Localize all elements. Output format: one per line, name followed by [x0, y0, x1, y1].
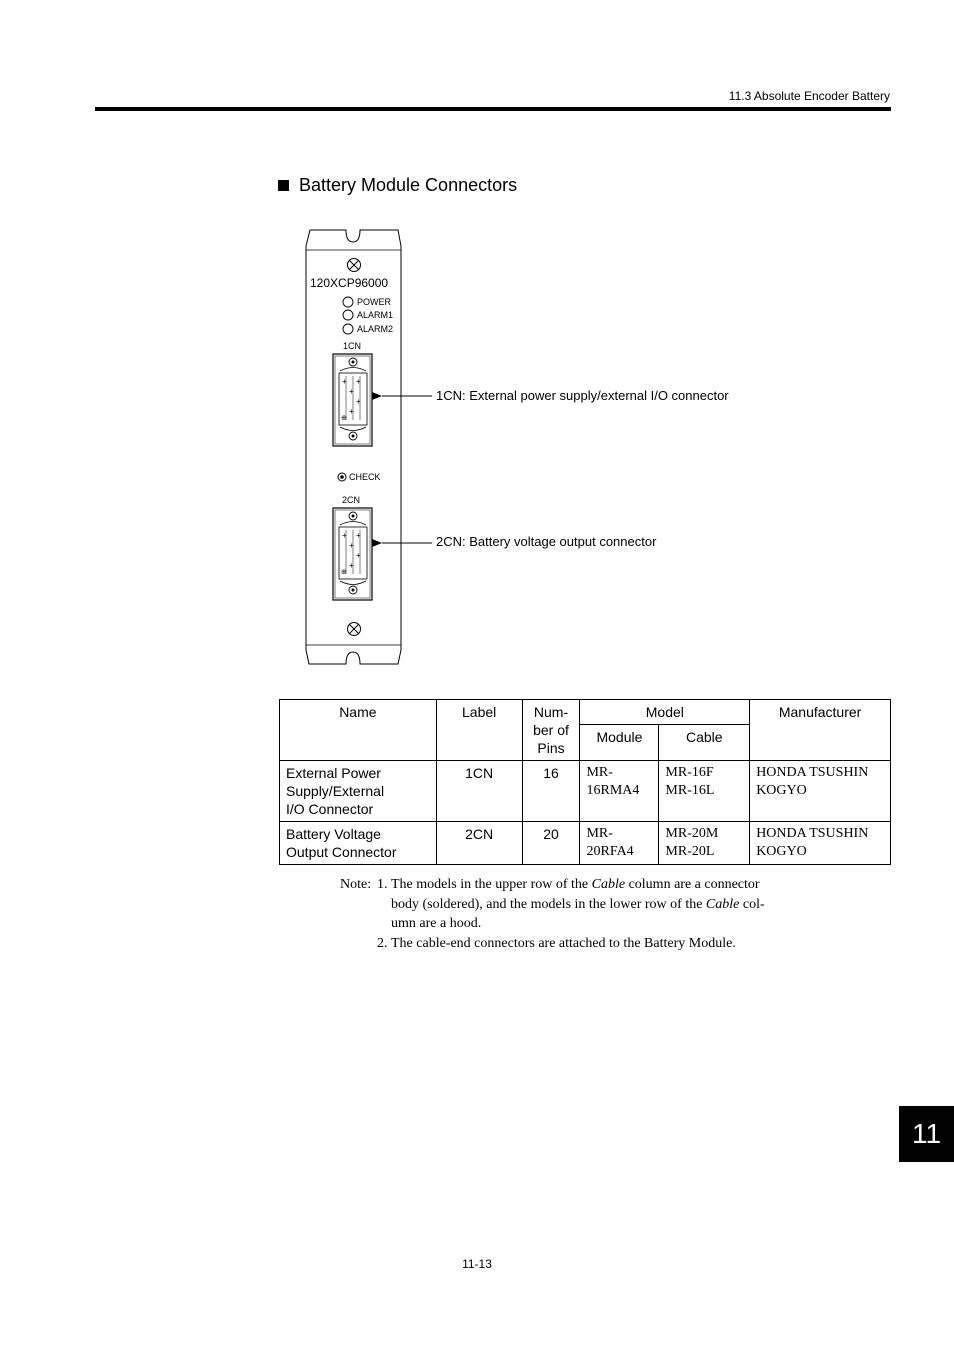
svg-text:⊕: ⊕: [341, 415, 347, 422]
svg-text:+: +: [356, 377, 361, 386]
power-led-icon: [343, 297, 353, 307]
cell-cable: MR-16F MR-16L: [659, 761, 750, 822]
check-label: CHECK: [349, 472, 381, 482]
cell-label: 2CN: [436, 822, 522, 865]
cell-manufacturer: HONDA TSUSHIN KOGYO: [750, 761, 891, 822]
svg-text:⊕: ⊕: [341, 569, 347, 576]
bottom-screw-icon: [348, 623, 361, 636]
top-screw-icon: [348, 259, 361, 272]
callout-1: 1CN: External power supply/external I/O connector: [436, 388, 729, 403]
note-2-text: The cable-end connectors are attached to the Battery Module.: [391, 935, 736, 951]
header-pins: Num- ber of Pins: [522, 700, 580, 761]
connector-2-label: 2CN: [342, 495, 361, 505]
cell-manufacturer: HONDA TSUSHIN KOGYO: [750, 822, 891, 865]
header-manufacturer: Manufacturer: [750, 700, 891, 761]
note-2: [340, 934, 780, 954]
svg-text:+: +: [356, 397, 361, 406]
svg-text:+: +: [356, 551, 361, 560]
svg-text:+: +: [342, 377, 347, 386]
svg-text:+: +: [349, 541, 354, 550]
alarm2-led-icon: [343, 324, 353, 334]
note-prefix: Note:: [340, 877, 372, 892]
cell-module: MR- 20RFA4: [580, 822, 659, 865]
svg-text:+: +: [349, 407, 354, 416]
running-header: 11.3 Absolute Encoder Battery: [728, 89, 890, 103]
alarm1-led-icon: [343, 310, 353, 320]
callout-2: 2CN: Battery voltage output connector: [436, 534, 657, 549]
note-1-number: 1.: [377, 877, 388, 892]
cell-pins: 16: [522, 761, 580, 822]
note-1: [340, 875, 780, 934]
led-alarm2-label: ALARM2: [357, 324, 394, 334]
svg-text:+: +: [349, 561, 354, 570]
cell-name: External Power Supply/External I/O Connector: [280, 761, 437, 822]
header-module: Module: [580, 725, 659, 761]
led-power-label: POWER: [357, 297, 392, 307]
cell-label: 1CN: [436, 761, 522, 822]
led-alarm1-label: ALARM1: [357, 310, 394, 320]
header-model: Model: [580, 700, 750, 725]
notes: [340, 875, 780, 953]
svg-text:+: +: [356, 531, 361, 540]
section-title: Battery Module Connectors: [299, 175, 518, 195]
table-row: [280, 761, 891, 822]
svg-text:+: +: [349, 387, 354, 396]
module-outline: [306, 230, 401, 664]
header-cable: Cable: [659, 725, 750, 761]
1cn-connector-icon: [333, 354, 372, 446]
header-label: Label: [436, 700, 522, 761]
cell-module: MR- 16RMA4: [580, 761, 659, 822]
table-row: [280, 822, 891, 865]
cell-cable: MR-20M MR-20L: [659, 822, 750, 865]
connector-1-label: 1CN: [343, 341, 362, 351]
connector-table: [279, 699, 891, 865]
note-1-text: The models in the upper row of the Cable column are a connector body (soldered), and the models in the lower row of the Cable col- umn are a hood.: [391, 877, 765, 931]
header-name: Name: [280, 700, 437, 761]
cell-name: Battery Voltage Output Connector: [280, 822, 437, 865]
page-number: 11-13: [462, 1257, 492, 1271]
chapter-tab: 11: [899, 1106, 954, 1162]
model-label: 120XCP96000: [310, 276, 389, 290]
svg-text:+: +: [342, 531, 347, 540]
note-2-number: 2.: [377, 935, 388, 951]
2cn-connector-icon: [333, 508, 372, 600]
cell-pins: 20: [522, 822, 580, 865]
